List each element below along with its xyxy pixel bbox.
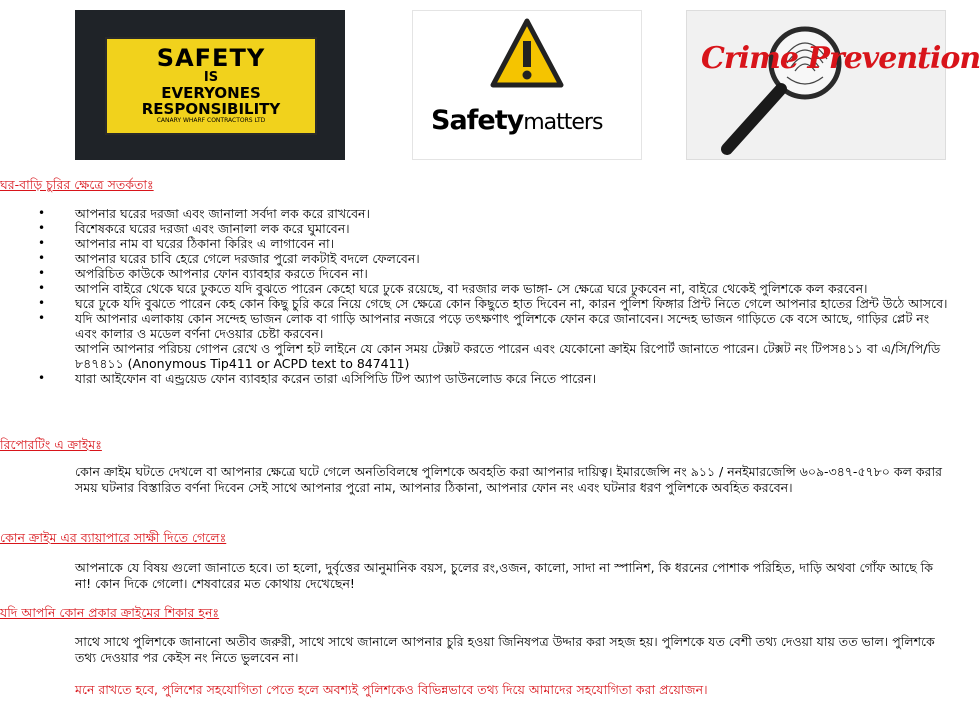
section-victim-heading: যদি আপনি কোন প্রকার ক্রাইমের শিকার হনঃ: [0, 605, 220, 620]
bullet-icon: •: [38, 281, 46, 295]
sign-line-2: IS: [203, 70, 219, 85]
bullet-icon: •: [38, 221, 46, 235]
bullet-icon: •: [38, 206, 46, 220]
list-item: • যারা আইফোন বা এন্ড্রয়েড ফোন ব্যাবহার করেন তারা এসিপিডি টিপ অ্যাপ ডাউনলোড করে নিতে পারেন।: [38, 371, 597, 386]
safety-word: Safety: [431, 105, 524, 136]
list-item: • আপনার নাম বা ঘরের ঠিকানা কিরিং এ লাগাবেন না।: [38, 236, 335, 251]
victim-paragraph: সাথে সাথে পুলিশকে জানানো অতীব জরুরী, সাথে সাথে জানালে আপনার চুরি হওয়া জিনিষপত্র উদ্দার করা সহজ হয়। পুলিশকে যত বেশী তথ্য দেওয়া যায় তত ভাল। পুলিশকে তথ্য দেওয়ার পর কেইস নং নিতে ভুলবেন না।: [75, 634, 935, 665]
list-item: • অপরিচিত কাউকে আপনার ফোন ব্যাবহার করতে দিবেন না।: [38, 266, 368, 281]
section-witness-heading: কোন ক্রাইম এর ব্যায়াপারে সাক্ষী দিতে গেলেঃ: [0, 530, 227, 545]
section-home-theft-heading: ঘর-বাড়ি চুরির ক্ষেত্রে সতর্কতাঃ: [0, 177, 154, 192]
bullet-icon: •: [38, 311, 46, 325]
list-item: • আপনি বাইরে থেকে ঘরে ঢুকতে যদি বুঝতে পারেন কেহো ঘরে ঢুকে রয়েছে, বা দরজার লক ভাঙ্গা- সে ক্ষেত্রে ঘরে ঢুকবেন না, বাইরে থেকেই পুলিশকে কল করবেন।: [38, 281, 868, 296]
warning-icon: [413, 11, 643, 161]
list-item: • বিশেষকরে ঘরের দরজা এবং জানালা লক করে ঘুমাবেন।: [38, 221, 350, 236]
safety-matters-text: [431, 105, 602, 136]
matters-word: matters: [523, 110, 603, 135]
safety-sign: [105, 37, 317, 135]
list-item: • ঘরে ঢুকে যদি বুঝতে পারেন কেহ কোন কিছু চুরি করে নিয়ে গেছে সে ক্ষেত্রে কোন কিছুতে হাত দিবেন না, কারন পুলিশ ফিঙ্গার প্রিন্ট নিতে গেলে আপনার হাতের প্রিন্ট উঠে আসবে।: [38, 296, 948, 311]
safety-matters-image: [412, 10, 642, 160]
bullet-icon: •: [38, 371, 46, 385]
crime-prevention-text: Crime Prevention: [701, 41, 980, 76]
bullet-icon: •: [38, 251, 46, 265]
bullet-icon: •: [38, 266, 46, 280]
list-item: • যদি আপনার এলাকায় কোন সন্দেহ ভাজন লোক বা গাড়ি আপনার নজরে পড়ে তৎক্ষণাৎ পুলিশকে ফোন করে জানাবেন। সন্দেহ ভাজন গাড়িতে কে বসে আছে, গাড়ির প্লেট নং এবং কালার ও মডেল বর্ণনা দেওয়ার চেষ্টা করবেন। আপনি আপনার পরিচয় গোপন রেখে ও পুলিশ হট লাইনে যে কোন সময় টেক্সট করতে পারেন এবং যেকোনো ক্রাইম রিপোর্ট জানাতে পারেন। টেক্সট নং টিপস৪১১ বা এ/সি/পি/ডি ৮৪৭৪১১ (Anonymous Tip411 or ACPD text to 847411): [38, 311, 941, 371]
sign-line-5: CANARY WHARF CONTRACTORS LTD: [156, 117, 266, 124]
sign-line-4: RESPONSIBILITY: [141, 100, 281, 118]
bullet-icon: •: [38, 296, 46, 310]
list-item: • আপনার ঘরের দরজা এবং জানালা সর্বদা লক করে রাখবেন।: [38, 206, 370, 221]
magnifier-icon: [687, 11, 945, 159]
witness-paragraph: আপনাকে যে বিষয় গুলো জানাতে হবে। তা হলো, দুর্বৃত্তের আনুমানিক বয়স, চুলের রং,ওজন, কালো, সাদা না স্পানিশ, কি ধরনের পোশাক পরিহিত, দাড়ি অথবা গোঁফ আছে কি না! কোন দিকে গেলো। শেষবারের মত কোথায় দেখেছেন!: [75, 560, 933, 591]
home-safety-list: [38, 206, 948, 386]
sign-line-3: EVERYONES: [161, 84, 261, 102]
list-item: • আপনার ঘরের চাবি হেরে গেলে দরজার পুরো লকটাই বদলে ফেলবেন।: [38, 251, 420, 266]
bullet-icon: •: [38, 236, 46, 250]
crime-prevention-image: [686, 10, 980, 160]
section-reporting-heading: রিপোরটিং এ ক্রাইমঃ: [0, 437, 102, 452]
safety-sign-image: [75, 10, 345, 160]
reporting-paragraph: কোন ক্রাইম ঘটতে দেখলে বা আপনার ক্ষেত্রে ঘটে গেলে অনতিবিলম্বে পুলিশকে অবহতি করা আপনার দায়িত্ব। ইমারজেন্সি নং ৯১১ / ননইমারজেন্সি ৬০৯-৩৪৭-৫৭৮০ কল করার সময় ঘটনার বিস্তারিত বর্ণনা দিবেন সেই সাথে আপনার পুরো নাম, আপনার ঠিকানা, আপনার ফোন নং এবং ঘটনার ধরণ পুলিশকে অবহিত করবেন।: [75, 464, 943, 495]
anonymous-tip-text: আপনি আপনার পরিচয় গোপন রেখে ও পুলিশ হট লাইনে যে কোন সময় টেক্সট করতে পারেন এবং যেকোনো ক্রাইম রিপোর্ট জানাতে পারেন। টেক্সট নং টিপস৪১১ বা এ/সি/পি/ডি ৮৪৭৪১১ (Anonymous Tip411 or ACPD text to 847411): [75, 341, 941, 371]
closing-note: মনে রাখতে হবে, পুলিশের সহযোগিতা পেতে হলে অবশ্যই পুলিশকেও বিভিন্নভাবে তথ্য দিয়ে আমাদের সহযোগিতা করা প্রয়োজন।: [75, 682, 708, 697]
sign-line-1: SAFETY: [156, 44, 266, 72]
